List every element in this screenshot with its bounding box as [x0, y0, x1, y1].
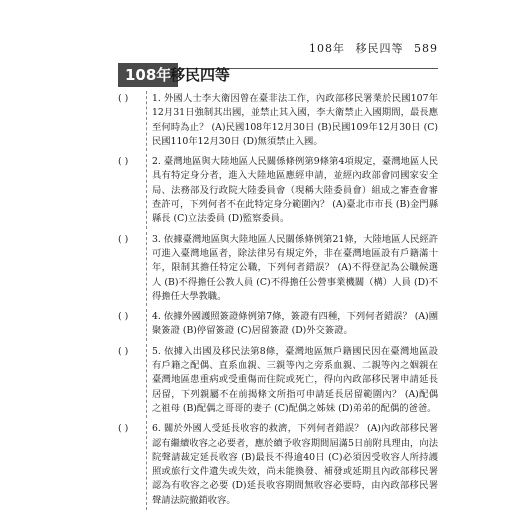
question-item	[118, 233, 438, 304]
dashed-divider	[146, 154, 147, 228]
dashed-divider	[146, 421, 147, 510]
question-item	[118, 92, 438, 149]
page-number: 589	[414, 42, 438, 55]
answer-bracket: ( )	[118, 311, 129, 323]
question-item	[118, 310, 438, 339]
question-text: 4. 依據外國護照簽證條例第7條，簽證有四種，下列何者錯誤？ (A)團聚簽證 (B)停留簽證 (C)居留簽證 (D)外交簽證。	[152, 311, 438, 337]
dashed-divider	[146, 232, 147, 306]
answer-bracket: ( )	[118, 345, 129, 357]
dashed-divider	[146, 344, 147, 418]
header-year: 108年	[309, 42, 345, 55]
answer-bracket: ( )	[118, 93, 129, 104]
question-item	[118, 422, 438, 508]
section-year-badge: 108年	[118, 63, 178, 87]
header-exam: 移民四等	[355, 42, 404, 55]
question-text: 3. 依據臺灣地區與大陸地區人民關係條例第21條，大陸地區人民經許可進入臺灣地區者，除法律另有規定外，非在臺灣地區設有戶籍滿十年，限制其擔任特定公職，下列何者錯誤？ (A)不得登記為公職候選人 (B)不得擔任公教人員 (C)不得擔任公營事業機關（構）人員 (D)不得擔任大學教職。	[152, 233, 438, 302]
question-item	[118, 345, 438, 416]
answer-bracket: ( )	[118, 233, 129, 245]
question-list	[118, 92, 438, 514]
question-text: 5. 依據入出國及移民法第8條，臺灣地區無戶籍國民因在臺灣地區設有戶籍之配偶、直系血親、三親等內之旁系血親、二親等內之姻親在臺灣地區患重病或受重傷而住院或死亡，得向內政部移民署申請延長居留，下列親屬不在前揭條文所指可申請延長居留範圍內？ (A)配偶之祖母 (B)配偶之哥哥的妻子 (C)配偶之姊妹 (D)弟弟的配偶的爸爸。	[152, 345, 438, 414]
answer-bracket: ( )	[118, 156, 129, 168]
dashed-divider	[146, 309, 147, 341]
dashed-divider	[146, 91, 147, 151]
question-text: 6. 關於外國人受延長收容的救濟，下列何者錯誤？ (A)內政部移民署認有繼續收容之必要者，應於續予收容期間屆滿5日前附具理由，向法院聲請裁定延長收容 (B)最長不得逾40日 (C)必須因受收容人所持護照或旅行文件遺失或失效，尚未能換發、補發或延期且內政部移民署認為有收容之必要 (D)延長收容期間無收容必要時，由內政部移民署聲請法院撤銷收容。	[152, 423, 438, 506]
question-item	[118, 155, 438, 226]
question-text: 1. 外國人士李大衛因曾在臺非法工作，內政部移民署業於民國107年12月31日強制其出國，並禁止其入國，李大衛禁止入國期間，最長應至何時為止？ (A)民國108年12月30日 (B)民國109年12月30日 (C)民國110年12月30日 (D)無須禁止入國。	[152, 93, 438, 147]
answer-bracket: ( )	[118, 423, 129, 435]
question-text: 2. 臺灣地區與大陸地區人民關係條例第9條第4項規定，臺灣地區人民具有特定身分者，進入大陸地區應經申請，並經內政部會同國家安全局、法務部及行政院大陸委員會（現稱大陸委員會）組成之審查會審查許可，下列何者不在此特定身分範圍內？ (A)臺北市市長 (B)金門縣縣長 (C)立法委員 (D)監察委員。	[152, 156, 438, 225]
running-header	[303, 40, 438, 56]
section-title: 移民四等	[170, 66, 231, 84]
